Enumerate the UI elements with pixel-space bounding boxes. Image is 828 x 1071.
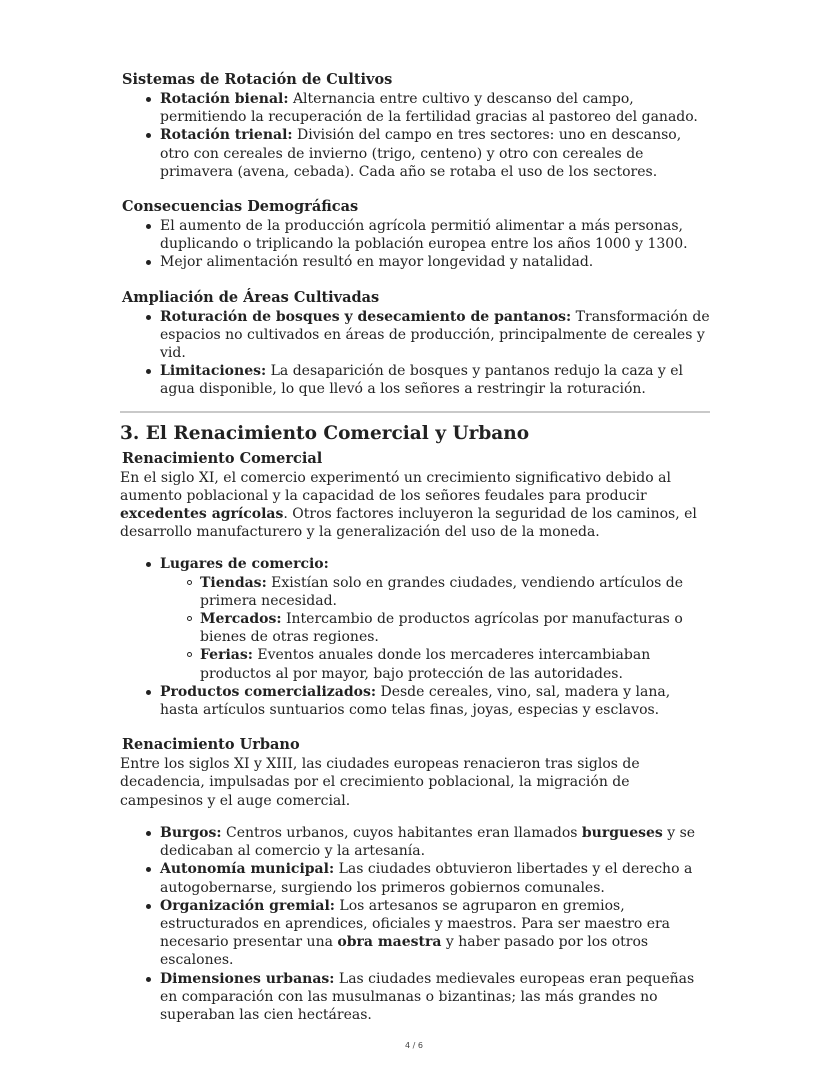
page-indicator: 4 / 6 xyxy=(405,1041,423,1050)
list-item xyxy=(120,860,710,896)
item-text: División del campo en tres sectores: uno en descanso, otro con cereales de invierno (trigo, centeno) y otro con cereales de primavera (avena, cebada). Cada año se rotaba el uso de los sectores. xyxy=(160,127,682,180)
heading-ampliacion-areas: Ampliación de Áreas Cultivadas xyxy=(122,288,380,306)
item-text: Desde cereales, vino, sal, madera y lana, hasta artículos suntuarios como telas finas, joyas, especias y esclavos. xyxy=(160,683,671,719)
list-rotacion xyxy=(120,90,710,181)
bold-text: burgueses xyxy=(581,824,663,841)
heading-rotacion-cultivos: Sistemas de Rotación de Cultivos xyxy=(122,71,393,88)
item-text: Las ciudades medievales europeas eran pequeñas en comparación con las musulmanas o bizantinas; las más grandes no superaban las cien hectáreas. xyxy=(160,970,695,1023)
item-text: Eventos anuales donde los mercaderes intercambiaban productos al por mayor, bajo protección de las autoridades. xyxy=(200,647,651,682)
list-item: El aumento de la producción agrícola permitió alimentar a más personas, duplicando o triplicando la población europea entre los años 1000 y 1300. xyxy=(120,217,710,253)
paragraph-urbano: Entre los siglos XI y XIII, las ciudades europeas renacieron tras siglos de decadencia, impulsadas por el crecimiento poblacional, la migración de campesinos y el auge comercial. xyxy=(120,756,640,809)
list-comercio xyxy=(120,555,710,719)
item-text: y se dedicaban al comercio y la artesanía. xyxy=(160,824,696,860)
item-label: Mercados: xyxy=(200,611,282,628)
sub-list-item xyxy=(120,610,710,646)
item-label: Burgos: xyxy=(160,824,222,841)
item-text: Transformación de espacios no cultivados en áreas de producción, principalmente de cereales y vid. xyxy=(160,308,710,362)
list-item xyxy=(120,555,710,573)
heading-renacimiento-urbano: Renacimiento Urbano xyxy=(122,736,300,754)
item-text: Intercambio de productos agrícolas por manufacturas o bienes de otras regiones. xyxy=(200,611,683,646)
heading-renacimiento-comercial: Renacimiento Comercial xyxy=(122,449,323,467)
item-label: Rotación trienal: xyxy=(160,127,293,144)
list-item: Mejor alimentación resultó en mayor longevidad y natalidad. xyxy=(120,253,710,271)
item-label: Limitaciones: xyxy=(160,363,267,380)
list-item xyxy=(120,970,710,1025)
chapter-title: 3. El Renacimiento Comercial y Urbano xyxy=(120,422,530,444)
sub-list-item xyxy=(120,574,710,610)
item-label: Dimensiones urbanas: xyxy=(160,970,335,987)
list-item xyxy=(120,683,710,719)
sub-list-item xyxy=(120,646,710,682)
item-text: y haber pasado por los otros escalones. xyxy=(160,934,649,969)
item-label: Rotación bienal: xyxy=(160,91,289,107)
heading-consecuencias-demograficas: Consecuencias Demográficas xyxy=(122,198,359,216)
item-label: Autonomía municipal: xyxy=(160,861,335,878)
list-item xyxy=(120,308,710,363)
item-label: Roturación de bosques y desecamiento de pantanos: xyxy=(160,308,572,325)
item-text: Las ciudades obtuvieron libertades y el derecho a autogobernarse, surgiendo los primeros gobiernos comunales. xyxy=(160,861,693,896)
item-label: Lugares de comercio: xyxy=(160,556,329,573)
text-run: . Otros factores incluyeron la seguridad de los caminos, el desarrollo manufacturero y la generalización del uso de la moneda. xyxy=(120,506,697,541)
bold-text: excedentes agrícolas xyxy=(120,506,284,523)
list-demograficas xyxy=(120,217,710,272)
section-divider xyxy=(120,411,710,413)
list-ampliacion xyxy=(120,308,710,399)
item-text: Los artesanos se agruparon en gremios, estructurados en aprendices, oficiales y maestros. Para ser maestro era necesario presentar una xyxy=(160,897,671,951)
item-label: Ferias: xyxy=(200,647,253,664)
item-text: Existían solo en grandes ciudades, vendiendo artículos de primera necesidad. xyxy=(200,574,684,609)
list-item xyxy=(120,824,710,860)
list-urbano xyxy=(120,824,710,1024)
item-text: Centros urbanos, cuyos habitantes eran llamados xyxy=(221,824,582,841)
item-text: La desaparición de bosques y pantanos redujo la caza y el agua disponible, lo que llevó a los señores a restringir la roturación. xyxy=(160,363,684,398)
list-item xyxy=(120,90,710,126)
item-label: Organización gremial: xyxy=(160,897,335,914)
paragraph-comercial xyxy=(120,469,710,542)
item-label: Tiendas: xyxy=(200,574,267,591)
text-run: En el siglo XI, el comercio experimentó un crecimiento significativo debido al aumento poblacional y la capacidad de los señores feudales para producir xyxy=(120,469,671,504)
list-item xyxy=(120,362,710,398)
item-label: Productos comercializados: xyxy=(160,683,377,700)
bold-text: obra maestra xyxy=(337,934,442,951)
item-text: Alternancia entre cultivo y descanso del campo, permitiendo la recuperación de la fertilidad gracias al pastoreo del ganado. xyxy=(160,91,698,126)
list-item xyxy=(120,126,710,181)
list-item xyxy=(120,897,710,970)
